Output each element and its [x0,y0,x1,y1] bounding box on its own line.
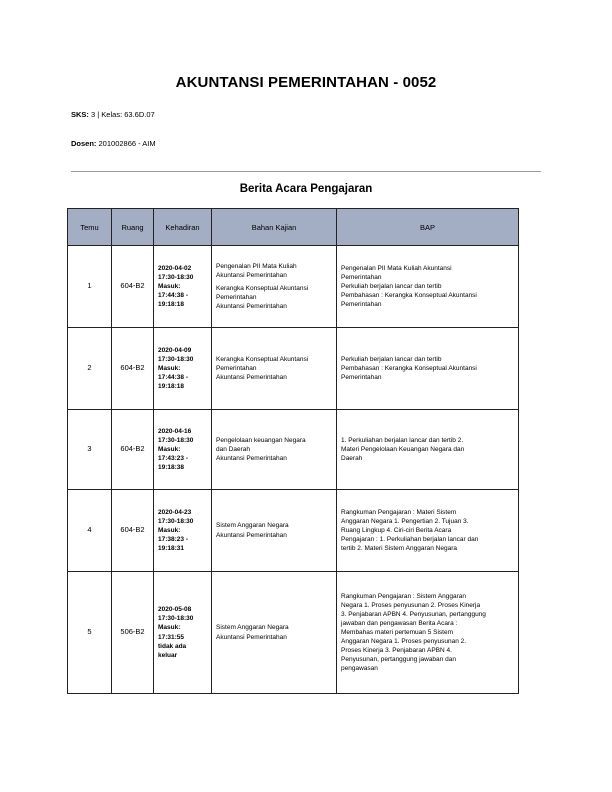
bahan-text: Pengenalan PII Mata Kuliah Akuntansi Pemerintahan [216,262,297,279]
bahan-text: Kerangka Konseptual Akuntansi Pemerintahan Akuntansi Pemerintahan [216,284,309,311]
bahan-text: Sistem Anggaran Negara Akuntansi Pemerintahan [216,522,289,539]
cell-temu: 4 [68,490,112,572]
table-row [68,328,519,410]
table-header-row [68,209,519,246]
cell-kehadiran [154,490,212,572]
cell-kehadiran [154,328,212,410]
header-temu: Temu [68,209,112,246]
cell-bahan-kajian [212,410,337,490]
bap-text: Pengenalan PII Mata Kuliah Akuntansi Pemerintahan Perkuliah berjalan lancar dan tertib Pembahasan : Kerangka Konseptual Akuntansi Pemerintahan [341,264,477,309]
header-ruang: Ruang [112,209,154,246]
bahan-text: Pengelolaan keuangan Negara dan Daerah Akuntansi Pemerintahan [216,436,306,463]
cell-bap [337,328,519,410]
kehadiran-text: 2020-05-08 17:30-18:30 Masuk: 17:31:55 tidak ada keluar [158,606,194,659]
cell-ruang: 604-B2 [112,328,154,410]
table-row [68,410,519,490]
section-title: Berita Acara Pengajaran [239,183,373,195]
sks-kelas-value: 3 | Kelas: 63.6D.07 [91,110,155,119]
sks-label: SKS: [71,110,89,119]
bahan-text: Sistem Anggaran Negara Akuntansi Pemerintahan [216,624,289,641]
cell-kehadiran [154,572,212,694]
table-row [68,572,519,694]
header-bap: BAP [337,209,519,246]
cell-kehadiran [154,246,212,328]
header-kehadiran: Kehadiran [154,209,212,246]
cell-kehadiran [154,410,212,490]
dosen-label: Dosen: [71,139,97,148]
kehadiran-text: 2020-04-16 17:30-18:30 Masuk: 17:43:23 - 19:18:38 [158,427,194,472]
table-row [68,490,519,572]
cell-temu: 2 [68,328,112,410]
kehadiran-text: 2020-04-23 17:30-18:30 Masuk: 17:38:23 - 19:18:31 [158,508,194,553]
table-row [68,246,519,328]
dosen-value: 201002866 - AIM [98,139,156,148]
cell-bap [337,572,519,694]
bap-text: Perkuliah berjalan lancar dan tertib Pembahasan : Kerangka Konseptual Akuntansi Pemerintahan [341,355,477,382]
bap-text: 1. Perkuliahan berjalan lancar dan tertib 2. Materi Pengelolaan Keuangan Negara dan Daerah [341,436,465,463]
cell-temu: 3 [68,410,112,490]
cell-ruang: 604-B2 [112,490,154,572]
cell-bap [337,246,519,328]
sks-kelas-line [71,110,155,119]
berita-acara-table [67,208,519,694]
divider [71,171,541,172]
cell-temu: 5 [68,572,112,694]
document-title: AKUNTANSI PEMERINTAHAN - 0052 [175,74,437,91]
kehadiran-text: 2020-04-02 17:30-18:30 Masuk: 17:44:38 - 19:18:18 [158,264,194,309]
bap-text: Rangkuman Pengajaran : Materi Sistem Anggaran Negara 1. Pengertian 2. Tujuan 3. Ruang Lingkup 4. Ciri-ciri Berita Acara Pengajaran : 1. Perkuliahan berjalan lancar dan tertib 2. Materi Sistem Anggaran Negara [341,508,479,553]
bahan-text: Kerangka Konseptual Akuntansi Pemerintahan Akuntansi Pemerintahan [216,355,309,382]
cell-ruang: 604-B2 [112,246,154,328]
cell-bahan-kajian [212,246,337,328]
cell-bahan-kajian [212,328,337,410]
cell-ruang: 506-B2 [112,572,154,694]
bap-text: Rangkuman Pengajaran : Sistem Anggaran Negara 1. Proses penyusunan 2. Proses Kinerja 3. Penjabaran APBN 4. Penyusunan, pertanggung jawaban dan pengawasan Berita Acara : Membahas materi pertemuan 5 Sistem Anggaran Negara 1. Proses penyusunan 2. Proses Kinerja 3. Penjabaran APBN 4. Penyusunan, pertanggung jawaban dan pengawasan [341,592,486,673]
cell-temu: 1 [68,246,112,328]
cell-bahan-kajian [212,490,337,572]
cell-ruang: 604-B2 [112,410,154,490]
cell-bap [337,410,519,490]
cell-bap [337,490,519,572]
dosen-line [71,139,156,148]
header-bahan-kajian: Bahan Kajian [212,209,337,246]
kehadiran-text: 2020-04-09 17:30-18:30 Masuk: 17:44:38 - 19:18:18 [158,346,194,391]
cell-bahan-kajian [212,572,337,694]
